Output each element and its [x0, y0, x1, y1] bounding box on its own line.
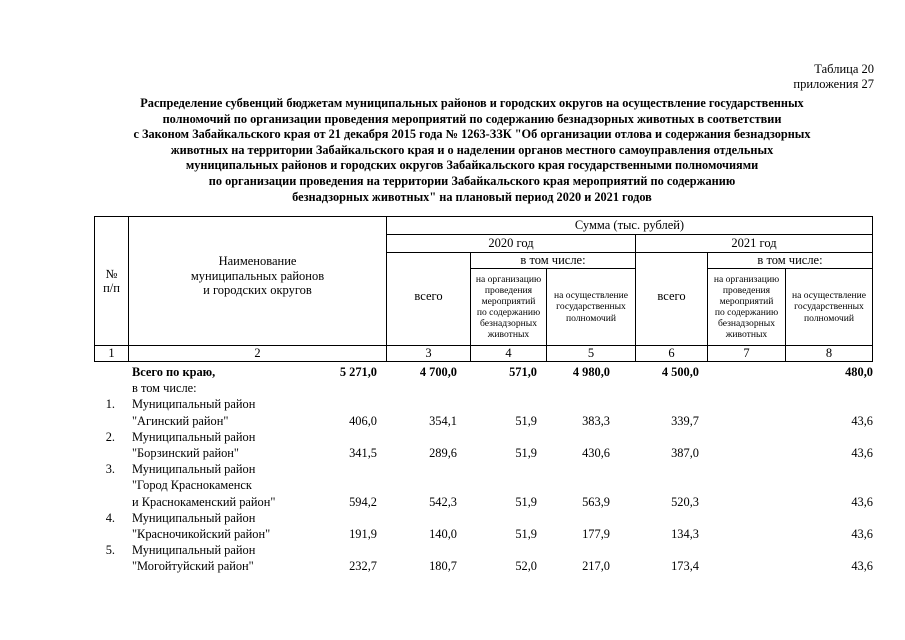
row-name: "Агинский район" [132, 413, 229, 428]
title-line: муниципальных районов и городских округов Забайкальского края государственными полномочиями [185, 158, 759, 173]
row-value-col-5: 52,0 [515, 559, 537, 574]
header-powers-2021: на осуществление государственных полномочий [791, 290, 867, 324]
table-row [94, 543, 873, 558]
table-row [94, 478, 873, 493]
table-row [94, 495, 873, 510]
document-title [92, 96, 852, 205]
row-value-col-3: 341,5 [349, 446, 377, 460]
row-number: 2. [105, 429, 115, 444]
row-name: "Могойтуйский район" [132, 559, 254, 574]
row-value-col-7: 134,3 [671, 527, 699, 541]
title-line: по организации проведения на территории Забайкальского края мероприятий по содержанию [208, 173, 736, 188]
row-number: 5. [105, 543, 115, 558]
header-total-2021: всего [657, 288, 686, 303]
header-org-2020: на организацию проведения мероприятий по содержанию безнадзорных животных [475, 273, 542, 341]
row-name: и Краснокаменский район" [132, 494, 276, 509]
table-row [94, 381, 873, 396]
title-line: с Законом Забайкальского края от 21 декабря 2015 года № 1263-ЗЗК "Об организации отлова и содержания безнадзорных [133, 127, 811, 142]
row-name: Муниципальный район [132, 429, 256, 444]
header-org-2021: на организацию проведения мероприятий по содержанию безнадзорных животных [713, 273, 780, 341]
colnum-7: 7 [743, 346, 750, 361]
header-border-right [872, 216, 873, 362]
table-row [94, 511, 873, 526]
row-value-col-3: 406,0 [349, 413, 377, 428]
row-value-col-3: 232,7 [349, 559, 377, 574]
row-value-col-8: 43,6 [851, 446, 873, 460]
table-header [94, 216, 873, 362]
reference-line-2: приложения 27 [793, 77, 874, 91]
colnum-1: 1 [108, 346, 115, 361]
row-value-col-7: 339,7 [671, 413, 699, 428]
title-line: полномочий по организации проведения мероприятий по содержанию безнадзорных животных в соответствии [162, 111, 782, 126]
colnum-6: 6 [668, 346, 675, 361]
row-value-col-6: 217,0 [582, 559, 610, 574]
table-row [94, 446, 873, 461]
row-value-col-4: 289,6 [429, 446, 457, 460]
colnum-8: 8 [825, 346, 833, 361]
row-name: в том числе: [132, 381, 197, 396]
table-row [94, 397, 873, 412]
row-value-col-4: 542,3 [429, 494, 457, 509]
row-value-col-3: 5 271,0 [339, 365, 377, 379]
row-value-col-6: 4 980,0 [572, 365, 610, 379]
row-value-col-8: 43,6 [851, 413, 873, 428]
header-name: Наименование муниципальных районов и городских округов [190, 254, 325, 298]
table-row [94, 430, 873, 445]
row-name: Муниципальный район [132, 543, 256, 558]
row-value-col-7: 520,3 [671, 494, 699, 509]
table-row [94, 462, 873, 477]
header-sum: Сумма (тыс. рублей) [574, 218, 685, 233]
title-line: животных на территории Забайкальского края и о наделении органов местного самоуправления отдельных [170, 142, 774, 157]
row-value-col-8: 43,6 [851, 559, 873, 574]
row-value-col-3: 594,2 [349, 494, 377, 509]
row-value-col-5: 51,9 [515, 413, 537, 428]
row-value-col-7: 387,0 [671, 446, 699, 460]
header-including-2021: в том числе: [757, 253, 823, 268]
header-line-bottom [94, 361, 873, 362]
row-value-col-8: 480,0 [845, 365, 873, 379]
table-row [94, 559, 873, 574]
row-name: Всего по краю, [132, 365, 216, 379]
row-value-col-6: 563,9 [582, 494, 610, 509]
row-value-col-4: 140,0 [429, 527, 457, 541]
row-name: "Город Краснокаменск [132, 478, 252, 493]
row-name: Муниципальный район [132, 397, 256, 412]
row-name: "Красночикойский район" [132, 527, 271, 541]
row-value-col-4: 4 700,0 [419, 365, 457, 379]
reference-line-1: Таблица 20 [814, 62, 874, 76]
header-powers-2020: на осуществление государственных полномочий [553, 290, 629, 324]
row-number: 3. [105, 462, 115, 477]
row-value-col-4: 354,1 [429, 413, 457, 428]
title-line: Распределение субвенций бюджетам муниципальных районов и городских округов на осуществление государственных [140, 96, 804, 110]
header-total-2020: всего [414, 288, 443, 303]
row-name: Муниципальный район [132, 462, 256, 477]
row-value-col-5: 51,9 [515, 494, 537, 509]
row-value-col-6: 430,6 [582, 446, 610, 460]
colnum-3: 3 [425, 346, 432, 361]
row-value-col-4: 180,7 [429, 559, 457, 574]
row-value-col-5: 571,0 [509, 365, 537, 379]
title-line: безнадзорных животных" на плановый период 2020 и 2021 годов [292, 189, 652, 204]
row-number: 4. [105, 510, 115, 525]
header-year-2021: 2021 год [731, 236, 777, 251]
row-value-col-6: 177,9 [582, 527, 610, 541]
header-year-2020: 2020 год [488, 236, 534, 251]
row-name: Муниципальный район [132, 510, 256, 525]
table-reference [793, 62, 874, 92]
row-number: 1. [105, 397, 115, 412]
row-value-col-7: 4 500,0 [661, 365, 699, 379]
table-row [94, 527, 873, 542]
header-num: № п/п [103, 266, 120, 295]
row-value-col-8: 43,6 [851, 527, 873, 541]
row-value-col-5: 51,9 [515, 527, 537, 541]
row-value-col-8: 43,6 [851, 494, 873, 509]
row-value-col-3: 191,9 [349, 527, 377, 541]
colnum-4: 4 [505, 346, 512, 361]
row-value-col-6: 383,3 [582, 413, 610, 428]
row-value-col-7: 173,4 [671, 559, 699, 574]
row-name: "Борзинский район" [132, 446, 239, 460]
header-including-2020: в том числе: [520, 253, 586, 268]
table-row [94, 365, 873, 380]
colnum-5: 5 [587, 346, 595, 361]
table-row [94, 414, 873, 429]
colnum-2: 2 [254, 346, 261, 361]
row-value-col-5: 51,9 [515, 446, 537, 460]
